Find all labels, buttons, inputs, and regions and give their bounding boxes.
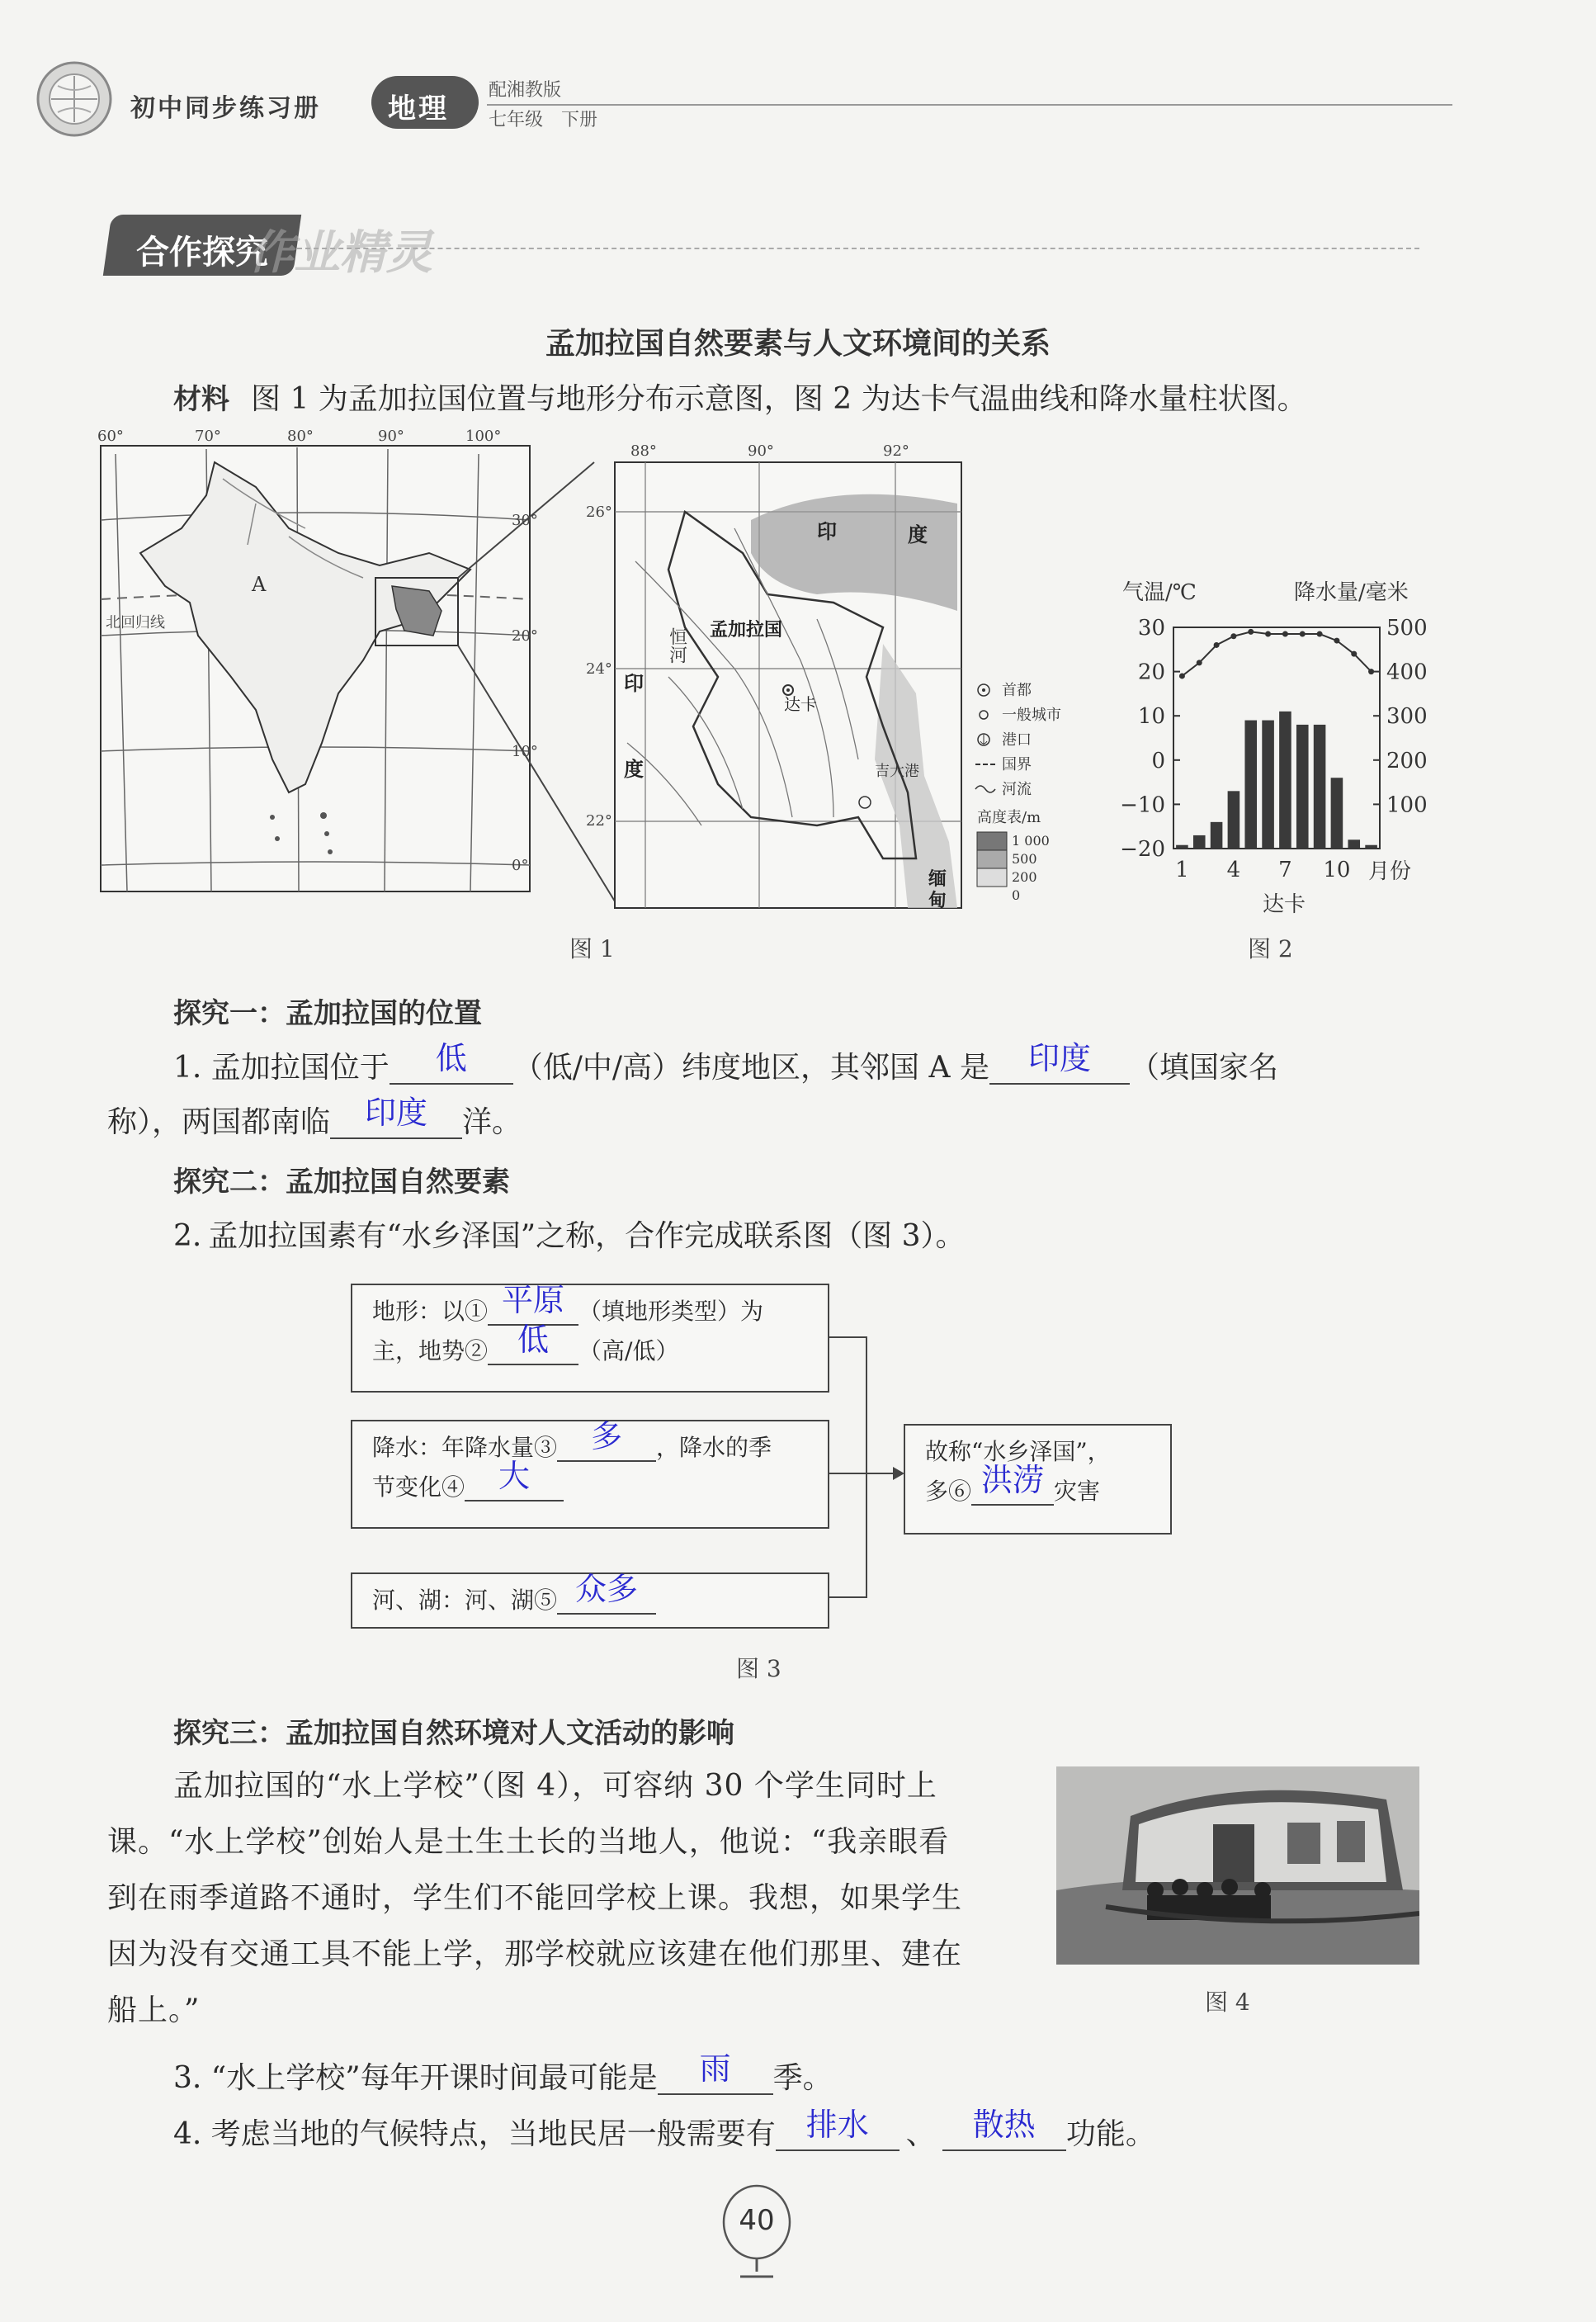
q3-question (173, 2050, 833, 2107)
q4-question (173, 2107, 1155, 2163)
material-text: 图 1 为孟加拉国位置与地形分布示意图，图 2 为达卡气温曲线和降水量柱状图。 (251, 382, 1307, 416)
concept-box-result (904, 1424, 1172, 1535)
x-tick-label: 4 (1226, 858, 1241, 882)
rivers-text: 河、湖：河、湖⑤ (372, 1587, 558, 1614)
q1-blank-2[interactable] (989, 1040, 1130, 1085)
material-line (173, 371, 1307, 428)
globe-logo-icon (33, 58, 116, 140)
right-tick-label: 400 (1386, 660, 1428, 685)
q3-text-1: 3. “水上学校”每年开课时间最可能是 (173, 2061, 658, 2095)
q1-text-1: 1. 孟加拉国位于 (173, 1051, 390, 1085)
precip-text-2: ，降水的季 (656, 1434, 772, 1461)
left-lon-70: 70° (195, 429, 221, 445)
q3-para-line-3: 到在雨季道路不通时，学生们不能回学校上课。我想，如果学生 (107, 1881, 963, 1915)
q2-heading: 探究二：孟加拉国自然要素 (173, 1166, 510, 1199)
label-bangladesh: 孟加拉国 (710, 619, 783, 641)
left-tick-label: −20 (1120, 837, 1165, 862)
x-tick-label: 1 (1175, 858, 1189, 882)
label-india-left-1: 印 (624, 671, 644, 695)
section-title: 孟加拉国自然要素与人文环境间的关系 (545, 327, 1051, 361)
blank-3[interactable] (557, 1418, 656, 1462)
precip-bar (1296, 725, 1309, 849)
left-tick-label: 0 (1151, 748, 1165, 773)
right-tick-label: 300 (1386, 704, 1428, 730)
temperature-point (1230, 633, 1236, 639)
country-a-label: A (252, 573, 267, 596)
right-lat-24: 24° (586, 660, 612, 678)
q3-para-line-5: 船上。” (107, 1993, 201, 2027)
label-india-left-2: 度 (624, 757, 644, 781)
q3-para-line-2: 课。“水上学校”创始人是土生土长的当地人，他说：“我亲眼看 (107, 1825, 950, 1859)
q4-text-2: 功能。 (1065, 2117, 1155, 2151)
precip-bar (1314, 725, 1326, 849)
q3-answer: 雨 (699, 2050, 731, 2087)
temperature-point (1214, 642, 1220, 648)
chart-right-ticks (1373, 616, 1428, 817)
edition-label: 配湘教版 (489, 80, 562, 101)
q1-text-5: 洋。 (462, 1105, 522, 1139)
answer-6: 洪涝 (981, 1462, 1045, 1498)
chart-title: 达卡 (1263, 892, 1306, 917)
terrain-text-2: （填地形类型）为 (578, 1298, 764, 1325)
label-myanmar-2: 甸 (928, 890, 947, 911)
tropic-label: 北回归线 (106, 614, 165, 631)
blank-4[interactable] (465, 1458, 564, 1501)
temperature-line (1182, 631, 1371, 676)
q3-blank[interactable] (658, 2050, 773, 2095)
answer-2: 低 (517, 1322, 550, 1358)
precip-bar (1365, 845, 1377, 849)
q1-heading: 探究一：孟加拉国的位置 (173, 997, 482, 1030)
legend-elev-0: 0 (1012, 887, 1021, 903)
left-tick-label: 20 (1137, 660, 1165, 685)
q1-text-4: 称），两国都南临 (107, 1105, 331, 1139)
q1-answer-3: 印度 (365, 1095, 428, 1131)
result-text-2: 灾害 (1054, 1478, 1101, 1505)
q2-intro-num: 2. (173, 1219, 202, 1253)
left-lon-80: 80° (287, 429, 314, 445)
blank-1[interactable] (488, 1282, 578, 1326)
legend-city: 一般城市 (1002, 707, 1061, 724)
left-lon-90: 90° (378, 429, 404, 445)
q3-text-2: 季。 (772, 2061, 833, 2095)
precip-bar (1279, 712, 1291, 849)
legend-elev-1000: 1 000 (1012, 833, 1050, 849)
q4-text-1: 4. 考虑当地的气候特点，当地民居一般需要有 (173, 2117, 776, 2151)
label-dhaka: 达卡 (784, 694, 817, 714)
q3-paragraph (107, 1758, 1040, 2039)
chart-ylabel-right: 降水量/毫米 (1294, 580, 1409, 605)
chart-left-ticks (1120, 616, 1180, 862)
terrain-text-3: 主，地势② (372, 1337, 489, 1364)
temperature-point (1334, 638, 1339, 644)
x-tick-label: 10 (1323, 858, 1351, 882)
temperature-point (1368, 669, 1374, 674)
figure1-maps (91, 429, 990, 925)
temperature-point (1248, 629, 1254, 635)
q4-separator: 、 (905, 2117, 936, 2151)
header-rule (487, 104, 1452, 106)
precip-bar (1244, 721, 1257, 849)
q3-para-line-4: 因为没有交通工具不能上学，那学校就应该建在他们那里、建在 (107, 1937, 963, 1971)
figure1-caption: 图 1 (569, 935, 615, 962)
floating-school-photo (1056, 1766, 1419, 1965)
legend-border: 国界 (1002, 756, 1032, 773)
right-lon-92: 92° (883, 442, 909, 460)
legend-river: 河流 (1002, 781, 1032, 798)
section-banner-label: 合作探究 (136, 234, 268, 272)
precip-bar (1228, 791, 1240, 849)
x-tick-label: 7 (1278, 858, 1292, 882)
precip-text-1: 降水：年降水量③ (372, 1434, 558, 1461)
result-line-2 (925, 1462, 1150, 1511)
label-chittagong: 吉大港 (875, 763, 919, 780)
q1-text-3: （填国家名 (1129, 1051, 1278, 1085)
q2-intro-text: 孟加拉国素有“水乡泽国”之称，合作完成联系图（图 3）。 (208, 1219, 966, 1253)
precip-bar (1176, 845, 1188, 849)
concept-box-precipitation (351, 1420, 829, 1529)
precip-bar (1262, 721, 1274, 849)
concept-box-rivers (351, 1572, 829, 1629)
label-ganges: 恒河 (666, 627, 687, 664)
left-lon-60: 60° (97, 429, 124, 445)
blank-5[interactable] (557, 1571, 656, 1615)
blank-2[interactable] (488, 1322, 578, 1365)
climate-chart (1114, 570, 1436, 933)
arrow-right-icon (893, 1467, 904, 1480)
q1-line2 (107, 1095, 522, 1151)
q4-blank-2[interactable] (942, 2107, 1066, 2151)
terrain-line-2 (372, 1322, 808, 1371)
q1-answer-1: 低 (435, 1040, 467, 1076)
left-lat-30: 30° (512, 512, 538, 529)
chart-plot-frame (1173, 627, 1380, 849)
banner-rule (297, 248, 1419, 249)
legend-elev-title: 高度表/m (977, 809, 1041, 826)
left-tick-label: 30 (1137, 616, 1165, 641)
temperature-point (1265, 631, 1271, 637)
precip-bar (1348, 839, 1360, 849)
rivers-line (372, 1571, 808, 1620)
left-lon-100: 100° (465, 429, 502, 445)
watermark: 作业精灵 (248, 226, 432, 280)
right-lon-88: 88° (630, 442, 657, 460)
material-label: 材料 (173, 383, 229, 416)
q1-answer-2: 印度 (1027, 1040, 1091, 1076)
q1-line1 (173, 1040, 1278, 1096)
terrain-text-4: （高/低） (578, 1337, 679, 1364)
blank-6[interactable] (971, 1462, 1054, 1506)
q2-intro (173, 1208, 966, 1265)
right-tick-label: 200 (1386, 748, 1428, 773)
legend-elev-200: 200 (1012, 869, 1037, 885)
q4-blank-1[interactable] (776, 2107, 900, 2151)
label-india-top-2: 度 (908, 523, 928, 546)
temperature-point (1300, 631, 1306, 637)
right-tick-label: 100 (1386, 792, 1428, 818)
right-lat-26: 26° (586, 504, 612, 521)
figure1-legend (974, 677, 1089, 916)
chart-x-ticks (1175, 858, 1350, 882)
temperature-point (1179, 673, 1185, 679)
chart-bars (1176, 712, 1377, 849)
left-lat-10: 10° (512, 743, 538, 760)
precip-bar (1331, 778, 1343, 849)
answer-5: 众多 (575, 1571, 639, 1607)
q1-blank-1[interactable] (390, 1040, 513, 1085)
precip-text-3: 节变化④ (372, 1473, 465, 1501)
result-text-1: 多⑥ (925, 1478, 972, 1505)
temperature-point (1282, 631, 1288, 637)
temperature-point (1351, 651, 1357, 657)
q1-text-2: （低/中/高）纬度地区，其邻国 A 是 (512, 1051, 989, 1085)
terrain-text-1: 地形：以① (372, 1298, 489, 1325)
chart-temperature-line (1179, 629, 1374, 679)
terrain-line-1 (372, 1282, 808, 1331)
temperature-point (1197, 660, 1202, 665)
concept-connectors (825, 1321, 908, 1610)
chart-ylabel-left: 气温/℃ (1122, 580, 1197, 605)
legend-elev-500: 500 (1012, 851, 1037, 867)
precip-line-1 (372, 1418, 808, 1468)
answer-3: 多 (591, 1418, 623, 1454)
q3-heading: 探究三：孟加拉国自然环境对人文活动的影响 (173, 1717, 734, 1750)
precip-bar (1193, 835, 1206, 849)
left-tick-label: −10 (1120, 792, 1165, 818)
grade-label: 七年级 下册 (489, 110, 598, 130)
chart-xlabel: 月份 (1368, 859, 1412, 884)
left-lat-20: 20° (512, 627, 538, 645)
figure4-caption: 图 4 (1205, 1989, 1250, 2016)
concept-box-terrain (351, 1284, 829, 1393)
q1-blank-3[interactable] (330, 1095, 462, 1139)
page-number: 40 (739, 2204, 775, 2237)
right-lon-90: 90° (748, 442, 774, 460)
figure3-caption: 图 3 (736, 1655, 781, 1682)
right-lat-22: 22° (586, 812, 612, 830)
right-tick-label: 500 (1386, 616, 1428, 641)
precip-line-2 (372, 1458, 808, 1507)
figure2-caption: 图 2 (1248, 935, 1293, 962)
answer-1: 平原 (502, 1282, 565, 1318)
series-title: 初中同步练习册 (130, 94, 321, 123)
q3-para-line-1: 孟加拉国的“水上学校”（图 4），可容纳 30 个学生同时上 (173, 1769, 937, 1803)
q4-answer-1: 排水 (805, 2107, 869, 2143)
legend-capital: 首都 (1002, 682, 1032, 699)
label-myanmar-1: 缅 (928, 868, 947, 890)
result-line-1: 故称“水乡泽国”， (925, 1438, 1111, 1465)
answer-4: 大 (498, 1458, 531, 1494)
left-lat-0: 0° (512, 857, 529, 874)
left-tick-label: 10 (1137, 704, 1165, 730)
header (33, 58, 1436, 149)
temperature-point (1317, 631, 1323, 637)
subject-label: 地理 (388, 92, 449, 125)
q4-answer-2: 散热 (972, 2107, 1036, 2143)
legend-port: 港口 (1002, 731, 1032, 749)
precip-bar (1211, 822, 1223, 849)
label-india-top-1: 印 (817, 519, 837, 543)
